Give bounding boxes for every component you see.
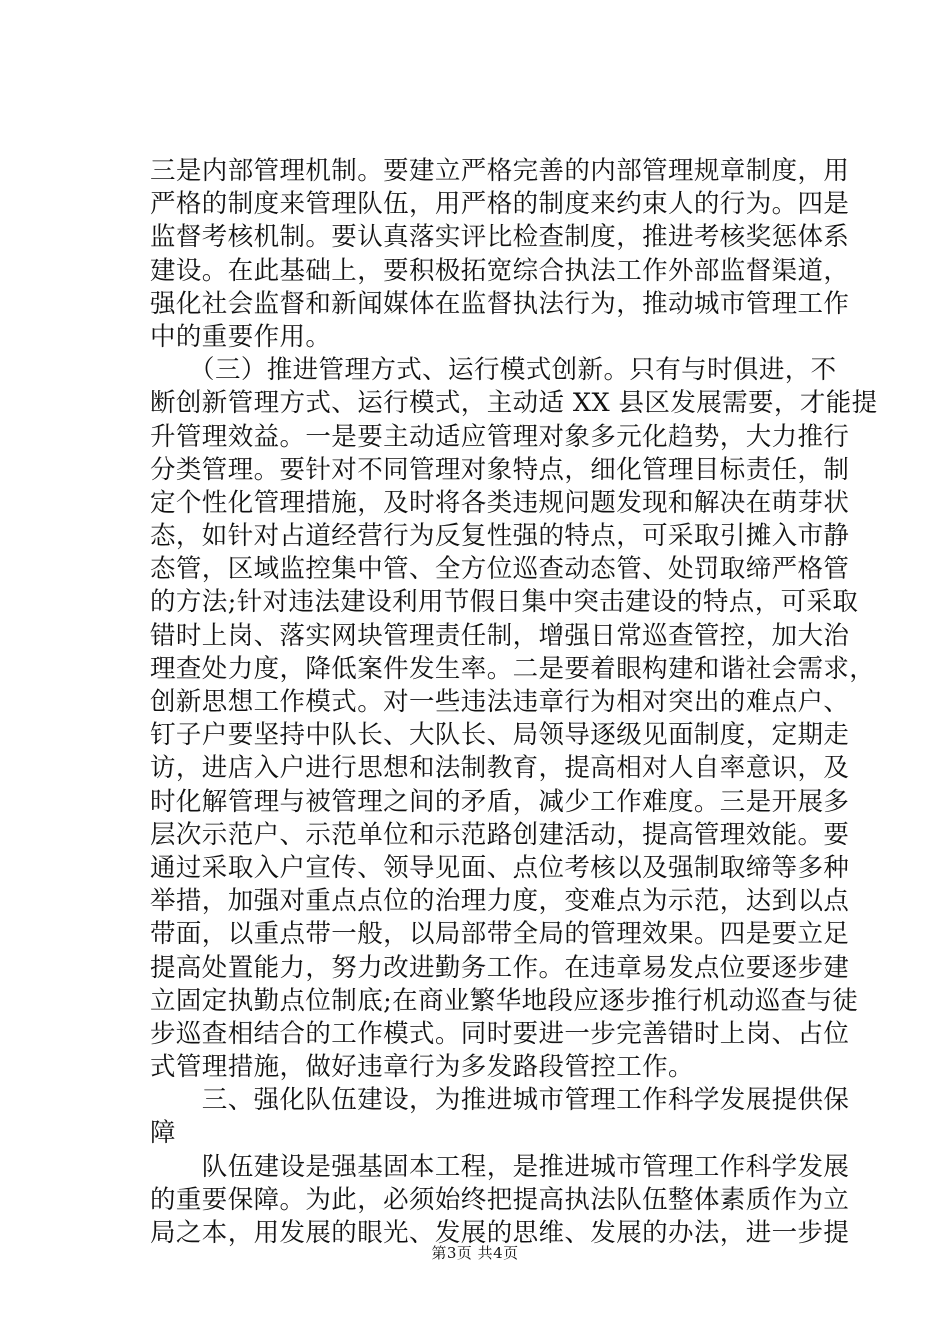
text-line: 提高处置能力，努力改进勤务工作。在违章易发点位要逐步建: [150, 952, 850, 983]
text-line: 式管理措施，做好违章行为多发路段管控工作。: [150, 1052, 694, 1083]
page-footer: 第3页 共4页: [431, 1244, 519, 1262]
text-line: 障: [150, 1118, 176, 1149]
text-line: 理查处力度，降低案件发生率。二是要着眼构建和谐社会需求，: [150, 653, 876, 684]
text-line: 层次示范户、示范单位和示范路创建活动，提高管理效能。要: [150, 819, 850, 850]
text-line: 钉子户要坚持中队长、大队长、局领导逐级见面制度，定期走: [150, 720, 850, 751]
text-line: 分类管理。要针对不同管理对象特点，细化管理目标责任，制: [150, 454, 850, 485]
text-line: 举措，加强对重点点位的治理力度，变难点为示范，达到以点: [150, 886, 850, 917]
text-line: 立固定执勤点位制底;在商业繁华地段应逐步推行机动巡查与徒: [150, 985, 859, 1016]
text-line: 通过采取入户宣传、领导见面、点位考核以及强制取缔等多种: [150, 852, 850, 883]
text-line: 带面，以重点带一般，以局部带全局的管理效果。四是要立足: [150, 919, 850, 950]
text-line: 的重要保障。为此，必须始终把提高执法队伍整体素质作为立: [150, 1184, 850, 1215]
text-line: 中的重要作用。: [150, 321, 332, 352]
text-line: 监督考核机制。要认真落实评比检查制度，推进考核奖惩体系: [150, 222, 850, 253]
text-line: 态管，区域监控集中管、全方位巡查动态管、处罚取缔严格管: [150, 554, 850, 585]
text-line: 的方法;针对违法建设利用节假日集中突击建设的特点，可采取: [150, 587, 859, 618]
text-line: 步巡查相结合的工作模式。同时要进一步完善错时上岗、占位: [150, 1018, 850, 1049]
text-line: 升管理效益。一是要主动适应管理对象多元化趋势，大力推行: [150, 421, 850, 452]
text-line: 错时上岗、落实网块管理责任制，增强日常巡查管控，加大治: [150, 620, 850, 651]
text-line: 态，如针对占道经营行为反复性强的特点，可采取引摊入市静: [150, 521, 850, 552]
text-line: 时化解管理与被管理之间的矛盾，减少工作难度。三是开展多: [150, 786, 850, 817]
text-line: 强化社会监督和新闻媒体在监督执法行为，推动城市管理工作: [150, 288, 850, 319]
text-line: 队伍建设是强基固本工程，是推进城市管理工作科学发展: [150, 1151, 850, 1182]
text-line: 断创新管理方式、运行模式，主动适 XX 县区发展需要，才能提: [150, 388, 878, 419]
text-line: 建设。在此基础上，要积极拓宽综合执法工作外部监督渠道，: [150, 255, 850, 286]
text-line: 定个性化管理措施，及时将各类违规问题发现和解决在萌芽状: [150, 487, 850, 518]
text-line: （三）推进管理方式、运行模式创新。只有与时俱进，不: [150, 355, 837, 386]
text-line: 访，进店入户进行思想和法制教育，提高相对人自率意识，及: [150, 753, 850, 784]
text-line: 局之本，用发展的眼光、发展的思维、发展的办法，进一步提: [150, 1218, 850, 1248]
text-line: 三是内部管理机制。要建立严格完善的内部管理规章制度，用: [150, 156, 850, 186]
text-line: 三、强化队伍建设，为推进城市管理工作科学发展提供保: [150, 1085, 850, 1116]
text-line: 创新思想工作模式。对一些违法违章行为相对突出的难点户、: [150, 687, 850, 717]
document-body: [150, 155, 878, 1250]
text-line: 严格的制度来管理队伍，用严格的制度来约束人的行为。四是: [150, 189, 850, 220]
